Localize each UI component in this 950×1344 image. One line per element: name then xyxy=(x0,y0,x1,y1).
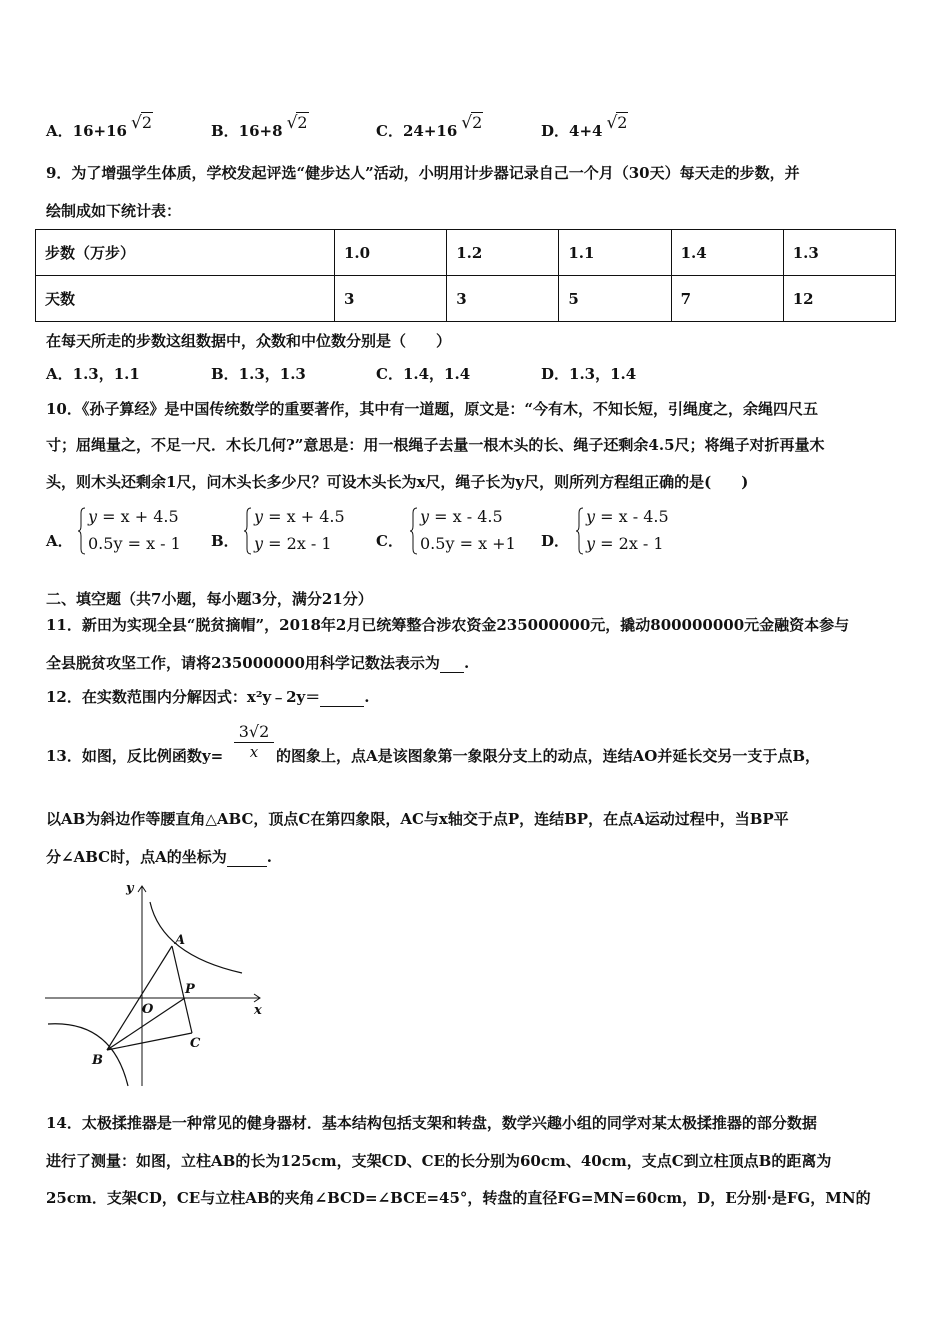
q8-option-a: A．16+16 √2 xyxy=(46,113,152,140)
table-cell: 3 xyxy=(447,276,559,322)
q14-line1: 14．太极揉推器是一种常见的健身器材．基本结构包括支架和转盘，数学兴趣小组的同学对某太极揉推器的部分数据 xyxy=(46,1114,817,1132)
brace-icon xyxy=(244,507,252,555)
q14-line3: 25cm．支架CD，CE与立柱AB的夹角∠BCD=∠BCE=45°，转盘的直径FG=MN=60cm，D，E分别·是FG，MN的 xyxy=(46,1189,871,1207)
q10-line2: 寸；屈绳量之，不足一尺．木长几何?”意思是：用一根绳子去量一根木头的长、绳子还剩余4.5尺；将绳子对折再量木 xyxy=(46,436,825,454)
point-p-label: P xyxy=(185,982,195,997)
table-cell: 1.2 xyxy=(447,230,559,276)
point-a-label: A xyxy=(175,933,186,948)
sqrt-symbol: √2 xyxy=(286,113,308,133)
q12-line: 12．在实数范围内分解因式：x²y﹣2y＝ . xyxy=(46,688,370,706)
steps-table xyxy=(35,229,896,322)
q8-option-b: B．16+8 √2 xyxy=(211,113,308,140)
hyperbola-branch-2 xyxy=(48,1024,128,1086)
q10-option-a-label: A． xyxy=(46,532,73,550)
y-axis-label: y xyxy=(126,881,134,896)
fraction-numerator: 3√2 xyxy=(234,722,274,743)
q8-option-d: D．4+4 √2 xyxy=(541,113,628,140)
q10-option-b-label: B． xyxy=(211,532,239,550)
q9-option-c: C．1.4，1.4 xyxy=(376,365,471,383)
q9-question: 在每天所走的步数这组数据中，众数和中位数分别是（ ） xyxy=(46,332,452,350)
brace-icon xyxy=(576,507,584,555)
q11-line2: 全县脱贫攻坚工作，请将235000000用科学记数法表示为 . xyxy=(46,654,470,672)
q13-line1-suffix: 的图象上，点A是该图象第一象限分支上的动点，连结AO并延长交另一支于点B， xyxy=(276,747,821,765)
sqrt-symbol: √2 xyxy=(461,113,483,133)
answer-blank xyxy=(320,688,364,707)
q14-line2: 进行了测量：如图，立柱AB的长为125cm，支架CD、CE的长分别为60cm、40cm，支点C到立柱顶点B的距离为 xyxy=(46,1152,832,1170)
q13-line3: 分∠ABC时，点A的坐标为 . xyxy=(46,848,272,866)
point-b-label: B xyxy=(92,1053,103,1068)
q10-option-b-system: y = x + 4.5 y = 2x - 1 xyxy=(244,507,364,559)
q13-figure xyxy=(42,880,267,1090)
q13-line2: 以AB为斜边作等腰直角△ABC，顶点C在第四象限，AC与x轴交于点P，连结BP，在点A运动过程中，当BP平 xyxy=(46,810,789,828)
table-cell: 1.0 xyxy=(335,230,447,276)
table-row xyxy=(36,230,896,276)
table-cell: 5 xyxy=(559,276,671,322)
q10-option-d-label: D． xyxy=(541,532,570,550)
q10-line3: 头，则木头还剩余1尺，问木头长多少尺？可设木头长为x尺，绳子长为y尺，则所列方程组正确的是( ) xyxy=(46,473,749,491)
table-row xyxy=(36,276,896,322)
table-cell: 天数 xyxy=(36,276,335,322)
section-title: 二、填空题（共7小题，每小题3分，满分21分） xyxy=(46,590,373,608)
table-cell: 步数（万步） xyxy=(36,230,335,276)
table-cell: 12 xyxy=(783,276,895,322)
fraction-denominator: x xyxy=(249,743,259,761)
q9-option-d: D．1.3，1.4 xyxy=(541,365,637,383)
q9-line2: 绘制成如下统计表： xyxy=(46,202,182,220)
sqrt-symbol: √2 xyxy=(606,113,628,133)
table-cell: 1.3 xyxy=(783,230,895,276)
table-cell: 1.1 xyxy=(559,230,671,276)
q13-fraction xyxy=(234,722,274,761)
answer-blank xyxy=(227,848,267,867)
q10-line1: 10．《孙子算经》是中国传统数学的重要著作，其中有一道题，原文是：“今有木，不知长短，引绳度之，余绳四尺五 xyxy=(46,400,819,418)
brace-icon xyxy=(410,507,418,555)
hyperbola-branch-1 xyxy=(150,902,242,973)
brace-icon xyxy=(78,507,86,555)
q9-option-b: B．1.3，1.3 xyxy=(211,365,306,383)
q10-option-c-label: C． xyxy=(376,532,403,550)
point-c-label: C xyxy=(190,1036,201,1051)
table-cell: 1.4 xyxy=(671,230,783,276)
table-cell: 7 xyxy=(671,276,783,322)
point-o-label: O xyxy=(142,1002,154,1017)
q13-line1-prefix: 13．如图，反比例函数y= xyxy=(46,747,224,765)
sqrt-symbol: √2 xyxy=(130,113,152,133)
q9-option-a: A．1.3，1.1 xyxy=(46,365,140,383)
q9-line1: 9．为了增强学生体质，学校发起评选“健步达人”活动，小明用计步器记录自己一个月（30天）每天走的步数，并 xyxy=(46,164,800,182)
q11-line1: 11．新田为实现全县“脱贫摘帽”，2018年2月已统筹整合涉农资金235000000元，撬动800000000元金融资本参与 xyxy=(46,616,850,634)
table-cell: 3 xyxy=(335,276,447,322)
answer-blank xyxy=(440,654,464,673)
q10-option-a-system: y = x + 4.5 0.5y = x - 1 xyxy=(78,507,198,559)
q10-option-c-system: y = x - 4.5 0.5y = x +1 xyxy=(410,507,530,559)
x-axis-label: x xyxy=(254,1003,262,1018)
q10-option-d-system: y = x - 4.5 y = 2x - 1 xyxy=(576,507,696,559)
q8-option-c: C．24+16 √2 xyxy=(376,113,483,140)
